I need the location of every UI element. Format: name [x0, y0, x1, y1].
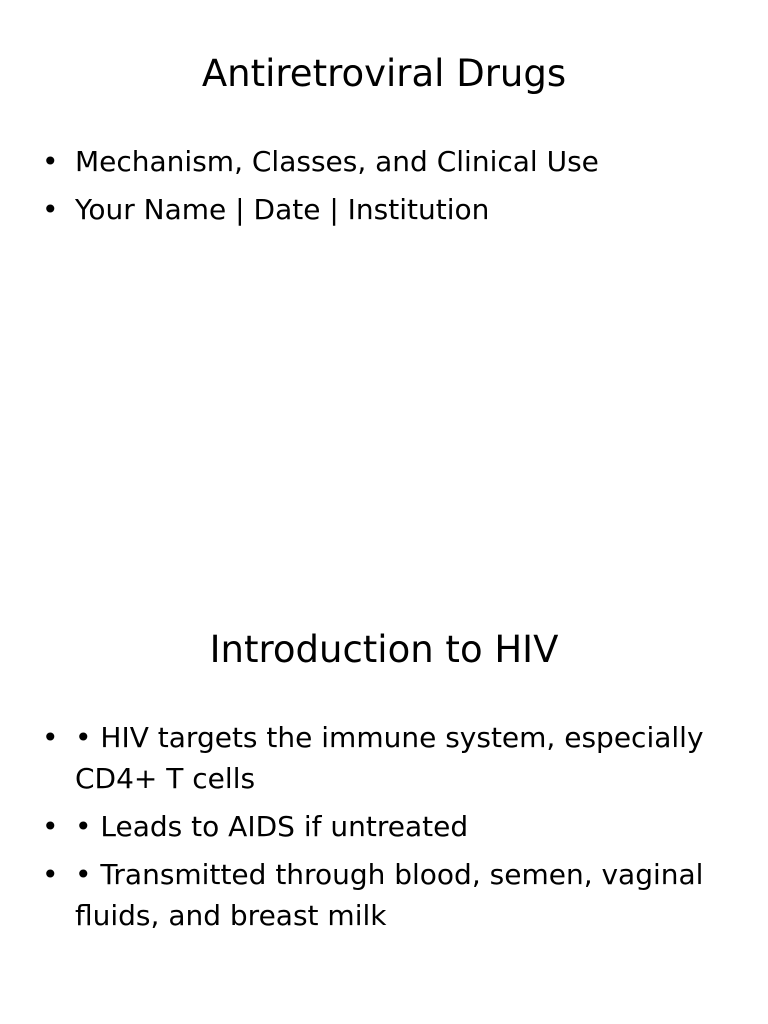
- bullet-text: Mechanism, Classes, and Clinical Use: [75, 145, 599, 178]
- bullet-icon: •: [42, 721, 59, 754]
- bullet-text: • Leads to AIDS if untreated: [75, 810, 469, 843]
- bullet-text: Your Name | Date | Institution: [75, 193, 490, 226]
- bullet-icon: •: [42, 858, 59, 891]
- bullet-icon: •: [42, 193, 59, 226]
- list-item: [42, 189, 722, 230]
- bullet-icon: •: [42, 145, 59, 178]
- slide-title: Antiretroviral Drugs: [201, 52, 567, 95]
- bullet-list: [42, 141, 722, 237]
- list-item: [42, 806, 722, 847]
- bullet-icon: •: [42, 810, 59, 843]
- list-item: [42, 854, 722, 936]
- slide-title: Introduction to HIV: [209, 628, 559, 671]
- list-item: [42, 717, 722, 799]
- bullet-text: • Transmitted through blood, semen, vaginal fluids, and breast milk: [75, 858, 704, 932]
- bullet-list: [42, 717, 722, 943]
- list-item: [42, 141, 722, 182]
- bullet-text: • HIV targets the immune system, especially CD4+ T cells: [75, 721, 704, 795]
- slide-2: [0, 576, 768, 1024]
